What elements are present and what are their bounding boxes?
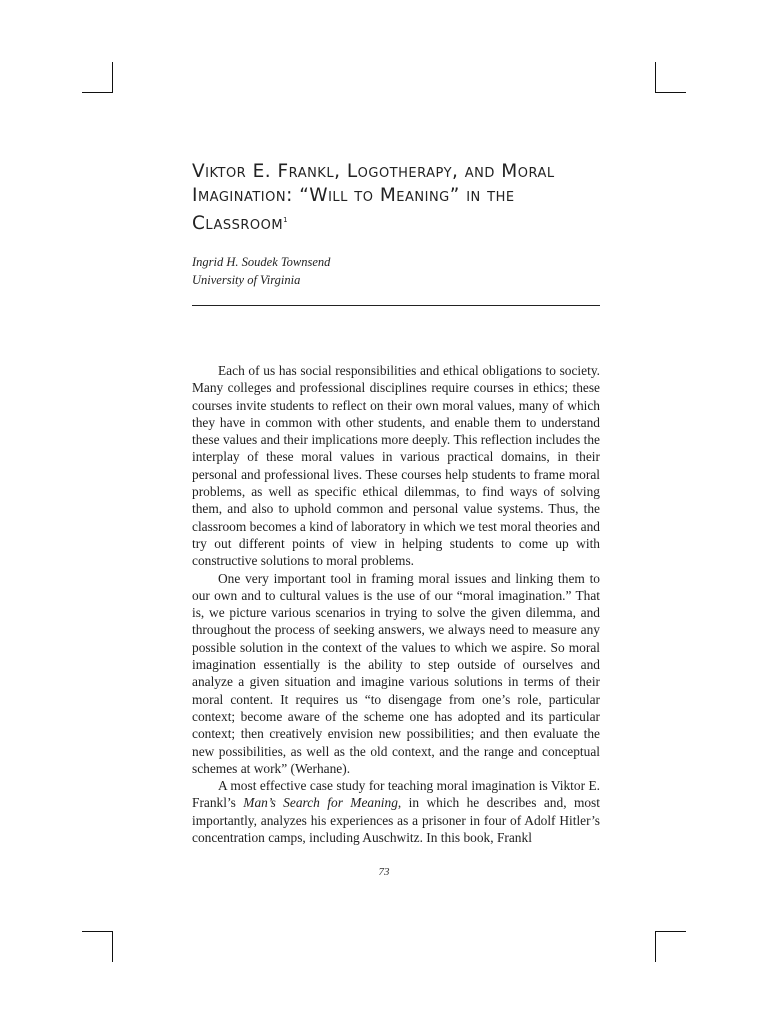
author-affiliation: University of Virginia bbox=[192, 273, 301, 287]
crop-mark-top-left-horizontal bbox=[82, 92, 112, 93]
paragraph-3 bbox=[192, 777, 600, 846]
crop-mark-bottom-left-horizontal bbox=[82, 931, 112, 932]
title-divider bbox=[192, 305, 600, 306]
article-title bbox=[192, 160, 612, 236]
paragraph-3-end: , in which he describes and, most importantly, analyzes his experiences as a prisoner in four of Adolf Hitler’s concentration camps, including Auschwitz. In this book, Frankl bbox=[192, 795, 600, 846]
crop-mark-top-right-vertical bbox=[655, 62, 656, 93]
paragraph-1: Each of us has social responsibilities and ethical obligations to society. Many colleges and professional disciplines require courses in ethics; these courses invite students to reflect on their own moral values, many of which they have in common with other students, and enable them to understand these values and their implications more deeply. This reflection includes the interplay of these moral values in various practical domains, in their personal and professional lives. These courses help students to frame moral problems, as well as specific ethical dilemmas, to find ways of solving them, and also to uphold common and personal value systems. Thus, the classroom becomes a kind of laboratory in which we test moral theories and try out different points of view in helping students to come up with constructive solutions to moral problems. bbox=[192, 363, 600, 569]
paragraph-3-start: A most effective case study for teaching moral imagination is Viktor E. Frankl’s bbox=[192, 778, 600, 811]
crop-mark-bottom-right-vertical bbox=[655, 931, 656, 962]
crop-mark-top-left-vertical bbox=[112, 62, 113, 93]
article-body bbox=[192, 362, 600, 846]
crop-mark-top-right-horizontal bbox=[655, 92, 686, 93]
paragraph-2: One very important tool in framing moral issues and linking them to our own and to cultural values is the use of our “moral imagination.” That is, we picture various scenarios in trying to solve the given dilemma, and throughout the process of seeking answers, we always need to measure any possible solution in the context of the values to which we aspire. So moral imagination essentially is the ability to step outside of ourselves and analyze a given situation and imagine various solutions in terms of their moral content. It requires us “to disengage from one’s role, particular context; become aware of the scheme one has adopted and its particular context; then creatively envision new possibilities; and then evaluate the new possibilities, as well as the old context, and the range and conceptual schemes at work” (Werhane). bbox=[192, 570, 600, 776]
crop-mark-bottom-left-vertical bbox=[112, 931, 113, 962]
article-title-text: Viktor E. Frankl, Logotherapy, and Moral Imagination: “Will to Meaning” in the Classroom bbox=[192, 161, 555, 235]
author-name: Ingrid H. Soudek Townsend bbox=[192, 255, 331, 269]
book-title: Man’s Search for Meaning bbox=[243, 795, 398, 811]
crop-mark-bottom-right-horizontal bbox=[655, 931, 686, 932]
title-footnote-marker: 1 bbox=[283, 216, 289, 224]
author-block bbox=[192, 253, 330, 289]
page-number: 73 bbox=[378, 866, 390, 878]
